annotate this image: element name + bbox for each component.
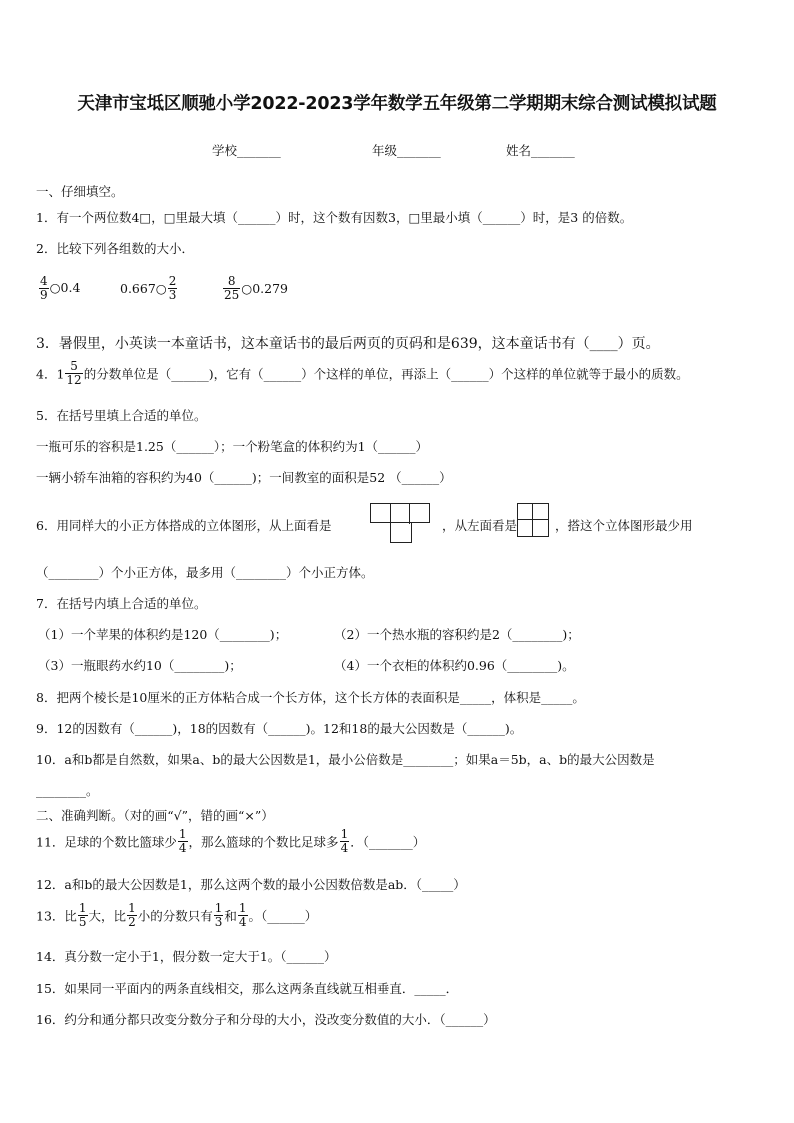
question-7: 7．在括号内填上合适的单位。 xyxy=(36,596,207,611)
fraction: $\frac{1}{5}$ xyxy=(78,901,87,929)
fraction: $\frac{4}{9}$ xyxy=(40,274,48,302)
question-6-part-c: ，搭这个立体图形最少用 xyxy=(555,518,693,533)
question-13: 13．比 $\frac{1}{5}$ 大，比 $\frac{1}{2}$ 小的分数只有 $\frac{1}{3}$ 和 $\frac{1}{4}$ 。（______） xyxy=(36,901,318,929)
fraction: $\frac{2}{3}$ xyxy=(168,274,177,302)
question-11: 11．足球的个数比篮球少 $\frac{1}{4}$ ，那么篮球的个数比足球多 $\frac{1}{4}$ ．（_______） xyxy=(36,827,426,855)
q7-item-2: （2）一个热水瓶的容积约是2（________)； xyxy=(334,627,580,642)
question-15: 15．如果同一平面内的两条直线相交，那么这两条直线就互相垂直．_____． xyxy=(36,981,459,996)
name-field: 姓名_______ xyxy=(506,143,575,158)
fraction: $\frac{1}{4}$ xyxy=(340,827,349,855)
question-1: 1．有一个两位数4□，□里最大填（______）时，这个数有因数3，□里最小填（______）时，是3 的倍数。 xyxy=(36,210,633,225)
question-9: 9．12的因数有（______)，18的因数有（______)。12和18的最大公因数是（______)。 xyxy=(36,721,523,736)
fraction: $\frac{1}{2}$ xyxy=(128,901,136,929)
q7-item-4: （4）一个衣柜的体积约0.96（________)。 xyxy=(334,658,575,673)
section-2-heading: 二、准确判断。（对的画“√”，错的画“×”） xyxy=(36,808,274,823)
question-3: 3．暑假里，小英读一本童话书，这本童话书的最后两页的页码和是639，这本童话书有（____）页。 xyxy=(36,336,660,352)
q7-item-1: （1）一个苹果的体积约是120（________)； xyxy=(38,627,288,642)
question-10-continued: ________。 xyxy=(36,783,99,798)
question-10: 10．a和b都是自然数，如果a、b的最大公因数是1，最小公倍数是________；如果a＝5b，a、b的最大公因数是 xyxy=(36,752,655,767)
fraction: $\frac{1}{4}$ xyxy=(238,901,247,929)
school-field: 学校_______ xyxy=(212,143,281,158)
question-14: 14．真分数一定小于1，假分数一定大于1。（______） xyxy=(36,949,337,964)
question-5-line-2: 一辆小轿车油箱的容积约为40（______)；一间教室的面积是52 （______） xyxy=(36,470,452,485)
question-16: 16．约分和通分都只改变分数分子和分母的大小，没改变分数值的大小．（______） xyxy=(36,1012,496,1027)
question-5-line-1: 一瓶可乐的容积是1.25（______）；一个粉笔盒的体积约为1（______） xyxy=(36,439,429,454)
question-2: 2．比较下列各组数的大小． xyxy=(36,241,194,256)
top-view-figure xyxy=(370,503,430,523)
fraction: $\frac{5}{12}$ xyxy=(66,359,82,387)
question-6-part-b: ，从左面看是 xyxy=(442,518,518,533)
q7-item-3: （3）一瓶眼药水约10（________)； xyxy=(38,658,242,673)
left-view-figure xyxy=(517,503,549,537)
question-8: 8．把两个棱长是10厘米的正方体粘合成一个长方体，这个长方体的表面积是_____，体积是_____。 xyxy=(36,690,585,705)
q2-item-c: $\frac{8}{25}$ ○0.279 xyxy=(224,274,288,302)
fraction: $\frac{1}{4}$ xyxy=(178,827,187,855)
fraction: $\frac{1}{3}$ xyxy=(214,901,223,929)
fraction: $\frac{8}{25}$ xyxy=(224,274,240,302)
question-6-part-d: （________）个小正方体，最多用（________）个小正方体。 xyxy=(36,565,374,580)
question-5: 5．在括号里填上合适的单位。 xyxy=(36,408,207,423)
question-6-part-a: 6．用同样大的小正方体搭成的立体图形，从上面看是 xyxy=(36,518,332,533)
question-4: 4．1 $\frac{5}{12}$ 的分数单位是（______)，它有（______）个这样的单位，再添上（______）个这样的单位就等于最小的质数。 xyxy=(36,359,689,387)
grade-field: 年级_______ xyxy=(372,143,441,158)
section-1-heading: 一、仔细填空。 xyxy=(36,184,124,199)
page-title: 天津市宝坻区顺驰小学2022-2023学年数学五年级第二学期期末综合测试模拟试题 xyxy=(77,94,717,114)
q2-item-b: 0.667○ $\frac{2}{3}$ xyxy=(120,274,177,302)
q2-item-a: $\frac{4}{9}$ ○0.4 xyxy=(40,274,81,302)
question-12: 12．a和b的最大公因数是1，那么这两个数的最小公因数倍数是ab．（_____） xyxy=(36,877,466,892)
